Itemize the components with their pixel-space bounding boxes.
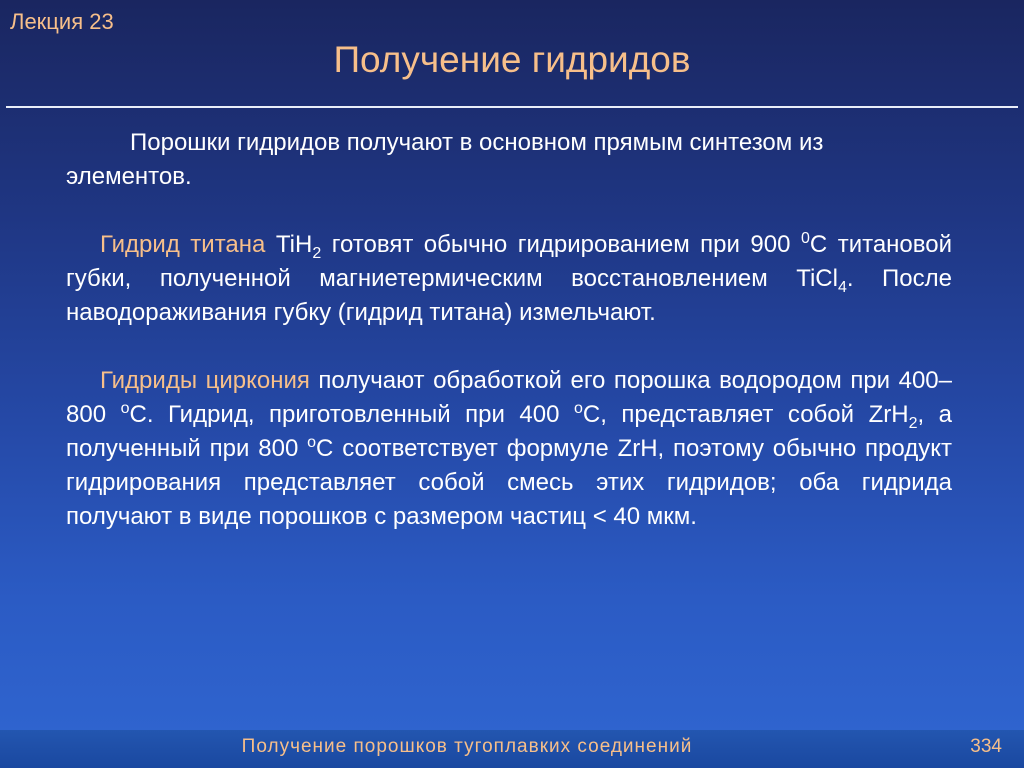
lecture-label: Лекция 23 <box>10 9 114 34</box>
page-number: 334 <box>970 736 1002 757</box>
slide-content <box>66 126 952 534</box>
titanium-hydride-text: С титановой губки, полученной магниетермическим восстановлением TiCl <box>66 231 953 292</box>
zirconium-hydrides-text: С, представляет собой ZrH <box>582 401 909 428</box>
titanium-hydride-text: готовят обычно гидрированием при 900 <box>321 231 801 258</box>
titanium-hydride-text: . После наводораживания губку (гидрид титана) измельчают. <box>66 265 952 326</box>
zirconium-hydrides-text: С соответствует формуле ZrH, поэтому обычно продукт гидрирования представляет собой смесь этих гидридов; оба гидрида получают в виде порошков с размером частиц < 40 мкм. <box>66 435 952 530</box>
page-title: Получение гидридов <box>333 39 691 80</box>
subscript: 4 <box>837 278 847 296</box>
title-divider <box>6 106 1018 108</box>
superscript: о <box>573 400 583 417</box>
paragraph-gap <box>66 330 952 364</box>
footer-course-title: Получение порошков тугоплавких соединений <box>241 736 693 757</box>
superscript: о <box>120 400 130 417</box>
paragraph-intro-text: Порошки гидридов получают в основном прямым синтезом из элементов. <box>66 129 824 190</box>
paragraph-gap <box>66 194 952 228</box>
subscript: 2 <box>312 244 322 262</box>
paragraph-zirconium-hydrides <box>66 364 952 534</box>
zirconium-hydrides-text: , а полученный при 800 <box>66 401 953 462</box>
superscript: 0 <box>800 230 810 247</box>
titanium-hydride-heading: Гидрид титана <box>100 231 266 258</box>
paragraph-intro <box>66 126 952 194</box>
titanium-hydride-text: TiH <box>265 231 313 258</box>
zirconium-hydrides-text: С. Гидрид, приготовленный при 400 <box>129 401 574 428</box>
subscript: 2 <box>908 414 918 432</box>
paragraph-titanium-hydride <box>66 228 952 330</box>
zirconium-hydrides-heading: Гидриды циркония <box>100 367 310 394</box>
superscript: о <box>307 434 317 451</box>
zirconium-hydrides-text: получают обработкой его порошка водородом при 400–800 <box>66 367 952 428</box>
